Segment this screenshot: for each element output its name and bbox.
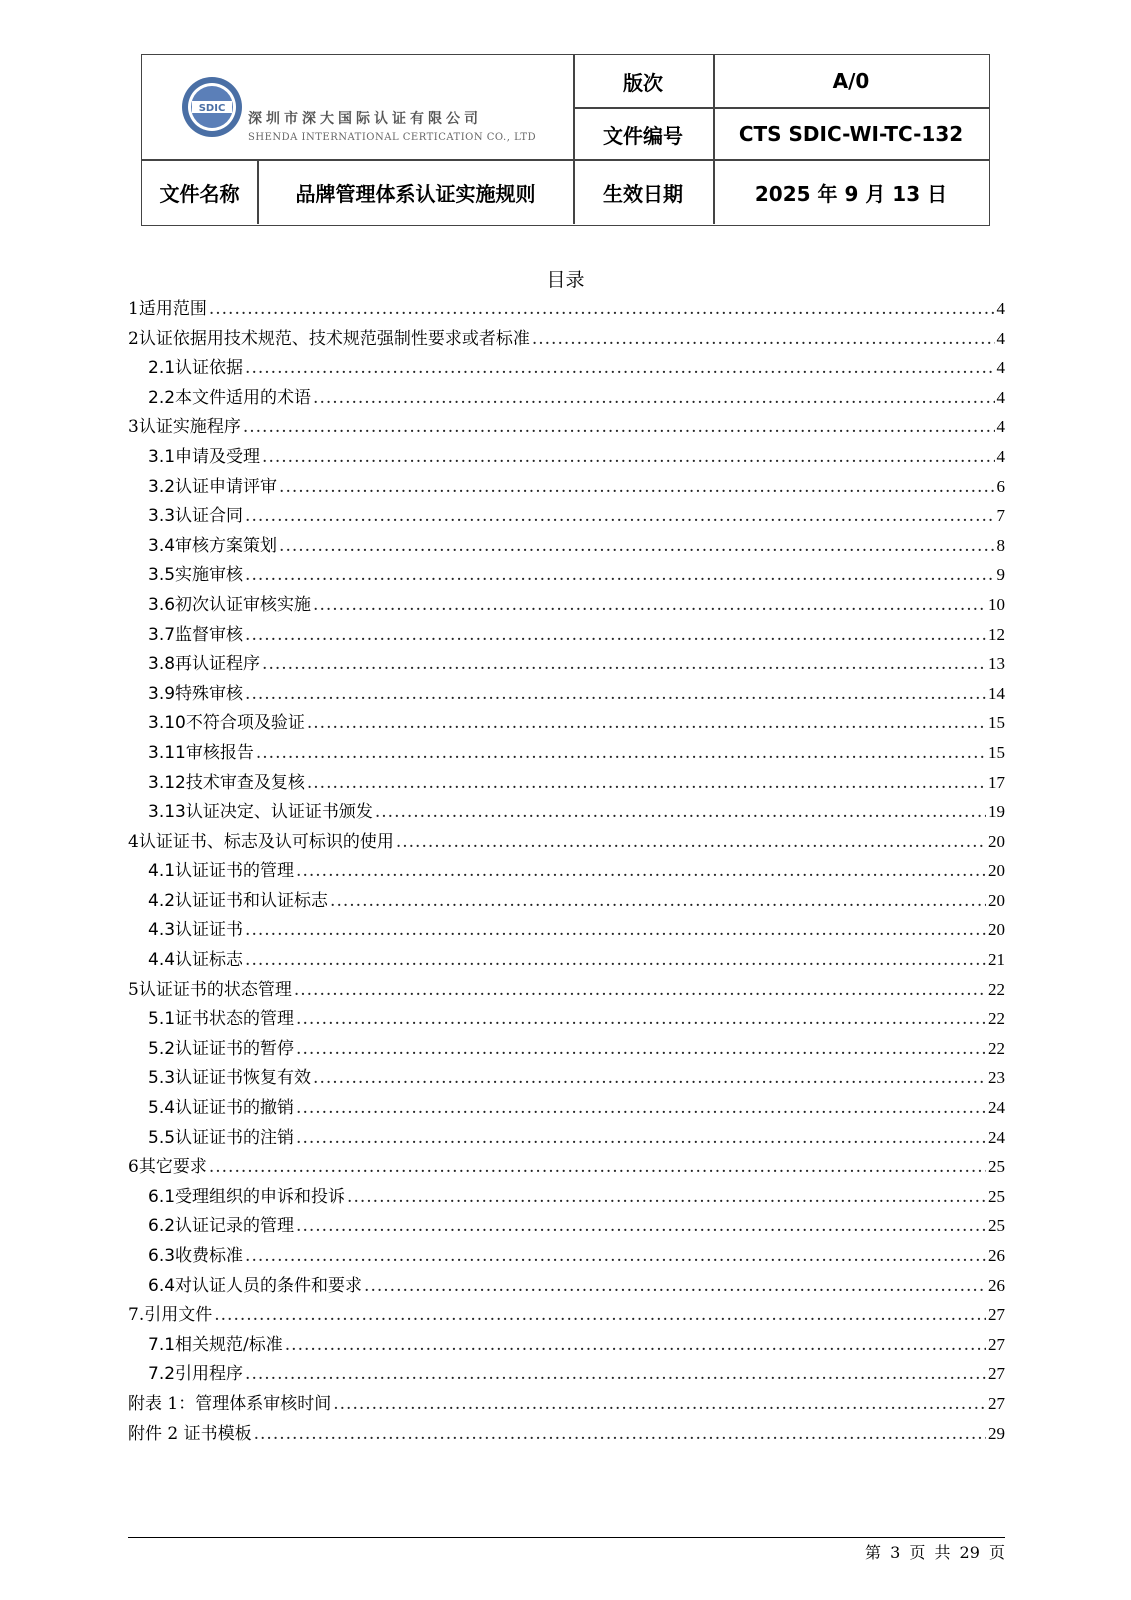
toc-entry-title: 认证依据 [175,358,244,379]
toc-entry-title: 实施审核 [175,565,244,586]
toc-entry-number: 3 [128,417,139,438]
toc-entry-page: 13 [988,654,1005,674]
toc-leader-dots [347,1183,986,1213]
toc-entry-number: 3.7 [148,624,176,645]
toc-entry-number: 2 [128,328,139,349]
toc-entry-page: 24 [988,1098,1005,1118]
toc-leader-dots [313,1064,986,1094]
company-name-en: SHENDA INTERNATIONAL CERTICATION CO., LTD [248,132,537,143]
toc-entry-page: 21 [988,950,1005,970]
toc-entry-number: 4.2 [148,890,176,911]
toc-entry-number: 2.1 [148,358,176,379]
toc-leader-dots [296,1124,986,1154]
toc-entry-title: 引用程序 [175,1364,244,1385]
toc-leader-dots [296,857,986,887]
toc-leader-dots [245,1360,986,1390]
toc-entry[interactable] [128,1211,1005,1241]
toc-entry-page: 20 [988,831,1005,851]
toc-entry[interactable] [128,1330,1005,1360]
toc-entry[interactable] [128,1419,1005,1449]
toc-entry[interactable] [128,1241,1005,1271]
sdic-logo-icon [180,75,244,139]
toc-leader-dots [313,384,994,414]
toc-entry-number: 5.2 [148,1038,176,1059]
toc-entry-title: 技术审查及复核 [185,772,305,793]
toc-entry-number: 3.3 [148,506,176,527]
toc-entry-page: 4 [996,446,1005,466]
toc-entry-page: 25 [988,1216,1005,1236]
toc-entry-page: 6 [996,476,1005,496]
toc-entry-title: 认证证书的状态管理 [138,979,292,1000]
toc-entry[interactable] [128,1093,1005,1123]
toc-entry[interactable] [128,1034,1005,1064]
toc-entry-title: 对认证人员的条件和要求 [175,1275,363,1296]
toc-entry-page: 4 [996,417,1005,437]
toc-entry-page: 22 [988,1009,1005,1029]
toc-leader-dots [245,1242,986,1272]
toc-entry[interactable] [128,1152,1005,1182]
toc-entry-page: 27 [988,1393,1005,1413]
toc-entry-page: 29 [988,1423,1005,1443]
toc-entry-number: 2.2 [148,387,176,408]
toc-leader-dots [364,1272,986,1302]
toc-entry-title: 申请及受理 [175,446,261,467]
toc-title: 目录 [546,269,585,291]
toc-entry-number: 3.8 [148,654,176,675]
toc-leader-dots [330,887,986,917]
toc-entry[interactable] [128,353,1005,383]
toc-entry-page: 4 [996,387,1005,407]
toc-entry-page: 8 [996,535,1005,555]
toc-entry[interactable] [128,1300,1005,1330]
toc-entry-number: 7.2 [148,1364,176,1385]
doc-number-value: CTS SDIC-WI-TC-132 [738,122,964,146]
toc-entry-number: 5.4 [148,1098,176,1119]
toc-entry-title: 认证证书、标志及认可标识的使用 [138,831,394,852]
toc-entry-page: 15 [988,742,1005,762]
toc-entry-number: 5.5 [148,1127,176,1148]
toc-leader-dots [279,532,994,562]
toc-entry[interactable] [128,1182,1005,1212]
toc-entry-number: 3.11 [148,742,186,763]
toc-leader-dots [307,769,986,799]
toc-entry-title: 本文件适用的术语 [175,387,312,408]
toc-entry-title: 认证证书的撤销 [175,1098,295,1119]
toc-entry-title: 附表 1：管理体系审核时间 [128,1393,332,1414]
toc-entry-number: 3.9 [148,683,176,704]
toc-leader-dots [313,591,986,621]
toc-entry[interactable] [128,412,1005,442]
toc-entry-page: 22 [988,979,1005,999]
toc-leader-dots [214,1301,986,1331]
toc-entry[interactable] [128,1063,1005,1093]
toc-entry[interactable] [128,383,1005,413]
toc-leader-dots [256,739,986,769]
toc-entry-title: 认证证书 [175,920,244,941]
toc-entry-number: 6.3 [148,1246,176,1266]
toc-entry[interactable] [128,679,1005,709]
toc-entry-number: 4.4 [148,950,176,971]
table-of-contents [128,294,1005,1448]
toc-entry-page: 7 [996,506,1005,526]
toc-entry-title: 认证证书的暂停 [175,1038,295,1059]
toc-entry[interactable] [128,501,1005,531]
toc-entry-number: 7.1 [148,1334,176,1355]
toc-leader-dots [396,828,986,858]
toc-entry-number: 7. [128,1305,145,1326]
toc-entry-page: 17 [988,772,1005,792]
toc-entry[interactable] [128,856,1005,886]
toc-entry-number: 6.1 [148,1186,176,1207]
toc-entry-page: 10 [988,594,1005,614]
effective-date-label: 生效日期 [603,181,683,206]
toc-leader-dots [375,798,986,828]
toc-leader-dots [245,621,986,651]
toc-leader-dots [262,650,986,680]
toc-entry-title: 相关规范/标准 [175,1334,283,1355]
toc-entry-number: 3.13 [148,802,186,823]
toc-entry-page: 23 [988,1068,1005,1088]
toc-entry-number: 4.1 [148,861,176,882]
toc-entry-title: 初次认证审核实施 [175,594,312,615]
toc-entry-page: 27 [988,1364,1005,1384]
toc-entry-number: 3.1 [148,446,176,467]
toc-entry-title: 引用文件 [144,1305,213,1326]
toc-entry-title: 收费标准 [175,1246,244,1266]
toc-leader-dots [285,1331,986,1361]
toc-leader-dots [245,680,986,710]
toc-leader-dots [333,1390,986,1420]
toc-entry-page: 12 [988,624,1005,644]
toc-entry[interactable] [128,915,1005,945]
toc-entry-title: 监督审核 [175,624,244,645]
toc-entry-page: 4 [996,299,1005,318]
toc-entry-page: 19 [988,802,1005,822]
toc-entry-title: 适用范围 [138,299,207,319]
toc-entry-page: 27 [988,1305,1005,1325]
toc-entry-number: 3.5 [148,565,176,586]
toc-entry-number: 5.3 [148,1068,176,1089]
toc-leader-dots [279,473,994,503]
doc-number-label: 文件编号 [603,123,683,148]
toc-entry[interactable] [128,708,1005,738]
toc-entry-title: 认证记录的管理 [175,1216,295,1237]
toc-leader-dots [307,709,986,739]
toc-entry[interactable] [128,1389,1005,1419]
toc-leader-dots [243,413,995,443]
toc-entry-number: 3.10 [148,713,186,734]
toc-entry[interactable] [128,1271,1005,1301]
toc-leader-dots [532,325,995,355]
toc-entry[interactable] [128,1123,1005,1153]
toc-leader-dots [209,295,995,325]
footer-divider [128,1537,1005,1538]
toc-leader-dots [262,443,994,473]
toc-leader-dots [245,561,994,591]
toc-leader-dots [296,1094,986,1124]
toc-entry-page: 25 [988,1186,1005,1206]
version-value: A/0 [832,69,870,93]
toc-entry-page: 27 [988,1334,1005,1354]
toc-entry[interactable] [128,975,1005,1005]
toc-entry[interactable] [128,560,1005,590]
toc-leader-dots [245,946,986,976]
toc-entry-page: 20 [988,890,1005,910]
toc-entry[interactable] [128,324,1005,354]
page-number: 第 3 页 共 29 页 [865,1543,1005,1562]
toc-entry-number: 3.2 [148,476,176,497]
toc-leader-dots [209,1153,986,1183]
logo-text: SDIC [198,103,226,114]
toc-entry-number: 3.4 [148,535,176,556]
toc-entry[interactable] [128,294,1005,324]
toc-entry-title: 审核报告 [185,742,254,763]
toc-leader-dots [245,354,994,384]
effective-date-value: 2025 年 9 月 13 日 [754,181,948,206]
toc-entry-title: 认证依据用技术规范、技术规范强制性要求或者标准 [138,328,530,349]
toc-entry[interactable] [128,590,1005,620]
toc-entry-page: 4 [996,358,1005,378]
toc-entry[interactable] [128,797,1005,827]
toc-entry-page: 20 [988,861,1005,881]
toc-entry-number: 4 [128,831,139,852]
toc-entry-page: 15 [988,713,1005,733]
toc-leader-dots [245,916,986,946]
toc-entry-number: 6 [128,1157,139,1178]
toc-entry-number: 1 [128,299,139,319]
toc-entry-title: 认证证书和认证标志 [175,890,329,911]
toc-entry-title: 认证申请评审 [175,476,278,497]
toc-entry-title: 不符合项及验证 [185,713,305,734]
company-logo [180,75,560,145]
toc-entry[interactable] [128,472,1005,502]
toc-entry[interactable] [128,531,1005,561]
toc-entry-number: 5 [128,979,139,1000]
toc-entry-title: 认证证书的管理 [175,861,295,882]
toc-entry-page: 22 [988,1038,1005,1058]
toc-entry-title: 特殊审核 [175,683,244,704]
toc-entry-page: 9 [996,565,1005,585]
toc-entry[interactable] [128,1004,1005,1034]
toc-entry[interactable] [128,442,1005,472]
toc-leader-dots [296,1035,986,1065]
doc-name-value: 品牌管理体系认证实施规则 [295,181,536,206]
toc-entry-title: 认证证书的注销 [175,1127,295,1148]
toc-entry-title: 认证标志 [175,950,244,971]
toc-entry-title: 再认证程序 [175,654,261,675]
toc-entry[interactable] [128,945,1005,975]
doc-name-label: 文件名称 [159,181,240,206]
toc-entry-page: 4 [996,328,1005,348]
toc-entry-number: 6.4 [148,1275,176,1296]
toc-entry[interactable] [128,886,1005,916]
toc-entry[interactable] [128,827,1005,857]
toc-entry-page: 25 [988,1157,1005,1177]
toc-entry-title: 受理组织的申诉和投诉 [175,1186,346,1207]
document-header-table [141,54,990,226]
toc-entry-title: 附件 2 证书模板 [128,1423,252,1444]
toc-entry[interactable] [128,620,1005,650]
toc-entry-number: 3.12 [148,772,186,793]
toc-entry-title: 认证证书恢复有效 [175,1068,312,1089]
company-name-cn: 深圳市深大国际认证有限公司 [248,111,482,127]
toc-entry[interactable] [128,768,1005,798]
toc-entry-page: 14 [988,683,1005,703]
toc-entry-title: 认证决定、认证证书颁发 [185,802,373,823]
toc-leader-dots [254,1420,986,1450]
toc-entry[interactable] [128,738,1005,768]
toc-leader-dots [296,1212,986,1242]
toc-entry-page: 26 [988,1246,1005,1265]
toc-entry-title: 证书状态的管理 [175,1009,295,1030]
toc-leader-dots [296,1005,986,1035]
toc-entry-number: 6.2 [148,1216,176,1237]
toc-entry-page: 24 [988,1127,1005,1147]
toc-entry[interactable] [128,649,1005,679]
toc-entry-title: 认证合同 [175,506,244,527]
toc-entry-title: 其它要求 [138,1157,207,1178]
version-label: 版次 [623,70,663,95]
toc-entry[interactable] [128,1359,1005,1389]
toc-entry-title: 审核方案策划 [175,535,278,556]
toc-leader-dots [294,976,986,1006]
toc-entry-page: 20 [988,920,1005,940]
toc-entry-number: 5.1 [148,1009,176,1030]
toc-entry-title: 认证实施程序 [138,417,241,438]
toc-entry-number: 3.6 [148,594,176,615]
toc-leader-dots [245,502,994,532]
toc-entry-page: 26 [988,1275,1005,1295]
toc-entry-number: 4.3 [148,920,176,941]
